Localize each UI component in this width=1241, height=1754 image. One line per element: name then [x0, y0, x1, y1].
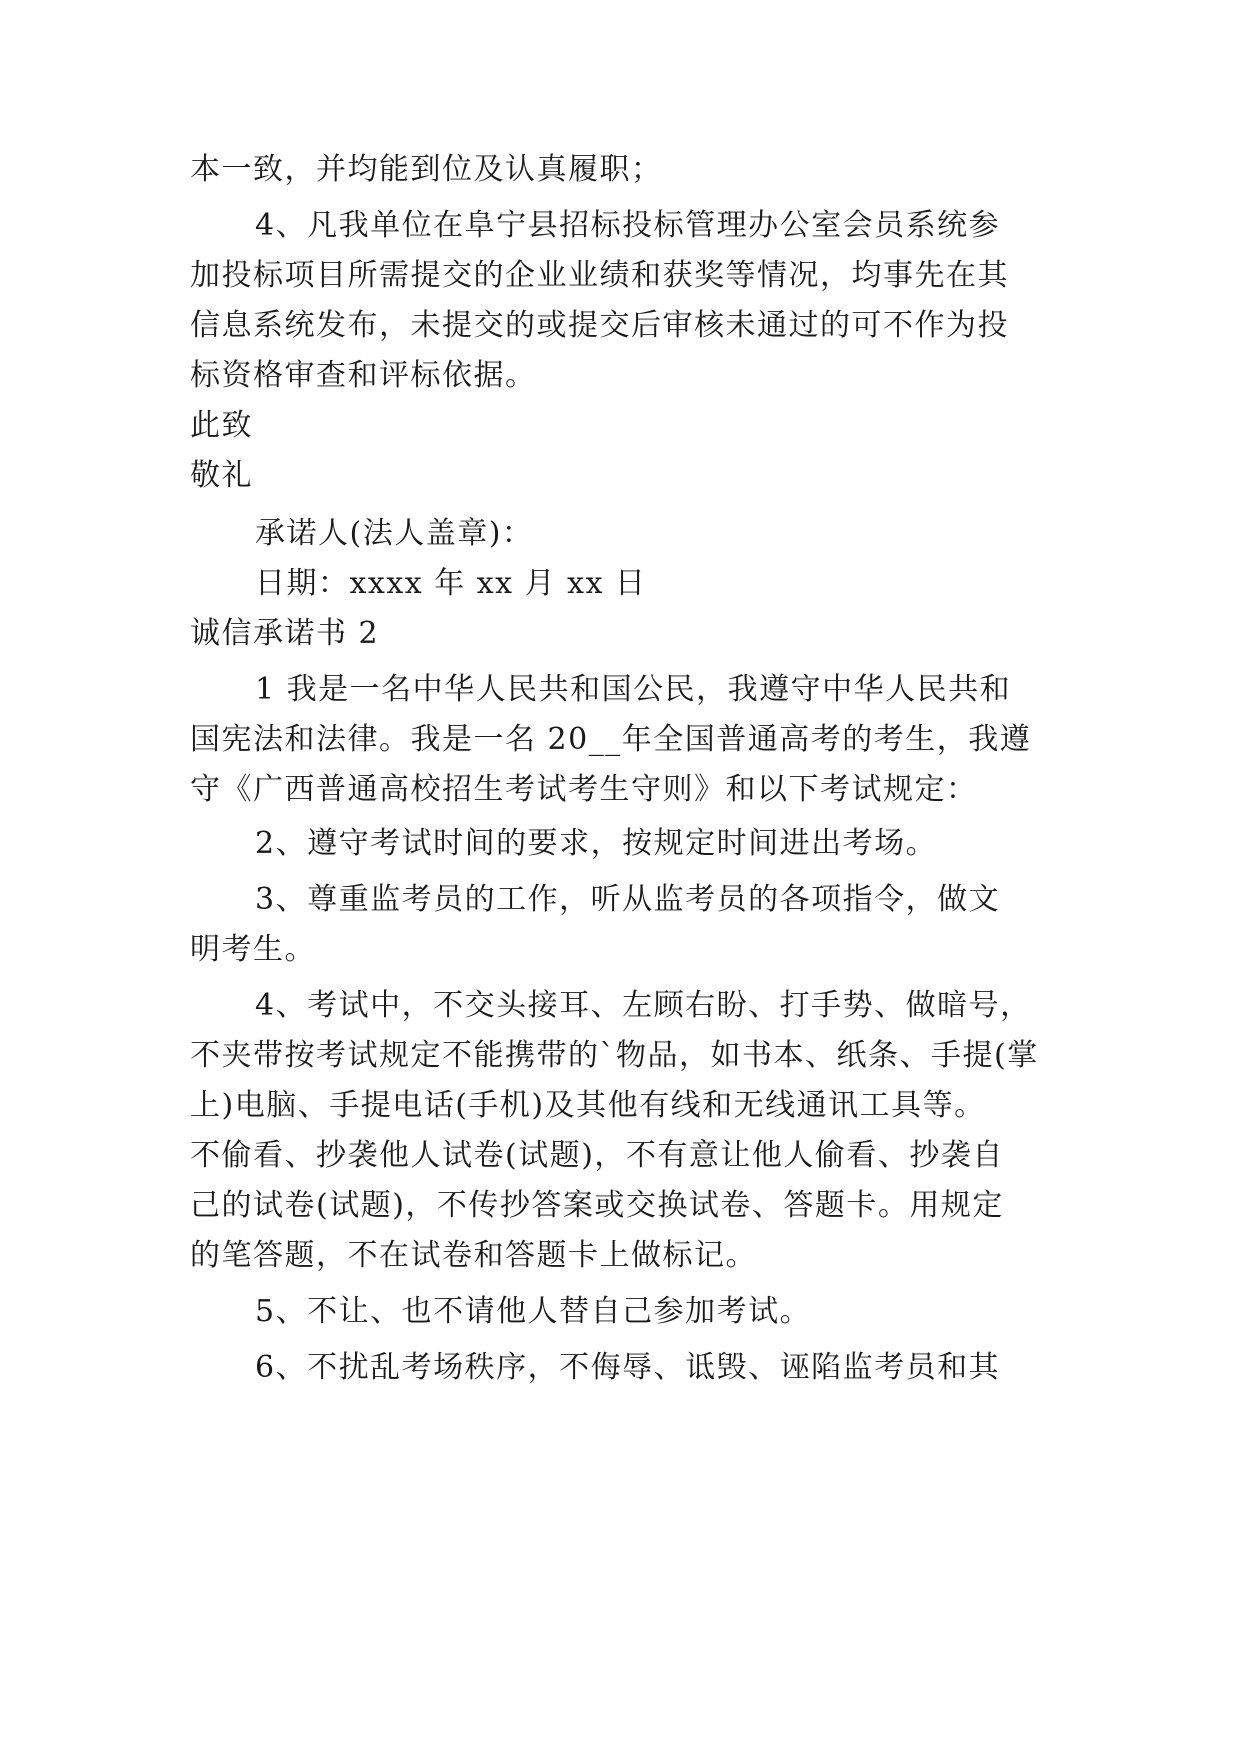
text-line: 承诺人(法人盖章)：: [255, 516, 534, 551]
text-line: 6、不扰乱考场秩序，不侮辱、诋毁、诬陷监考员和其: [255, 1350, 1001, 1385]
text-line: 5、不让、也不请他人替自己参加考试。: [255, 1294, 812, 1329]
text-line: 本一致，并均能到位及认真履职；: [190, 152, 663, 187]
text-line: 上)电脑、手提电话(手机)及其他有线和无线通讯工具等。: [190, 1088, 986, 1123]
text-line: 诚信承诺书 2: [190, 616, 380, 651]
text-line: 1 我是一名中华人民共和国公民，我遵守中华人民共和: [255, 672, 1012, 707]
text-line: 守《广西普通高校招生考试考生守则》和以下考试规定：: [190, 772, 978, 807]
text-line: 国宪法和法律。我是一名 20__年全国普通高考的考生，我遵: [190, 722, 1032, 757]
text-line: 不偷看、抄袭他人试卷(试题)，不有意让他人偷看、抄袭自: [190, 1138, 1004, 1173]
text-line: 此致: [190, 408, 253, 443]
text-line: 日期：xxxx 年 xx 月 xx 日: [255, 566, 647, 601]
text-line: 4、考试中，不交头接耳、左顾右盼、打手势、做暗号，: [255, 988, 1032, 1023]
text-line: 加投标项目所需提交的企业业绩和获奖等情况，均事先在其: [190, 258, 1009, 293]
text-line: 明考生。: [190, 932, 316, 967]
text-line: 标资格审查和评标依据。: [190, 358, 537, 393]
text-line: 不夹带按考试规定不能携带的`物品，如书本、纸条、手提(掌: [190, 1038, 1039, 1073]
text-line: 信息系统发布，未提交的或提交后审核未通过的可不作为投: [190, 308, 1009, 343]
text-line: 的笔答题，不在试卷和答题卡上做标记。: [190, 1238, 757, 1273]
text-line: 己的试卷(试题)，不传抄答案或交换试卷、答题卡。用规定: [190, 1188, 1004, 1223]
text-line: 4、凡我单位在阜宁县招标投标管理办公室会员系统参: [255, 208, 1001, 243]
text-line: 3、尊重监考员的工作，听从监考员的各项指令，做文: [255, 882, 1001, 917]
text-line: 2、遵守考试时间的要求，按规定时间进出考场。: [255, 826, 938, 861]
text-line: 敬礼: [190, 458, 253, 493]
